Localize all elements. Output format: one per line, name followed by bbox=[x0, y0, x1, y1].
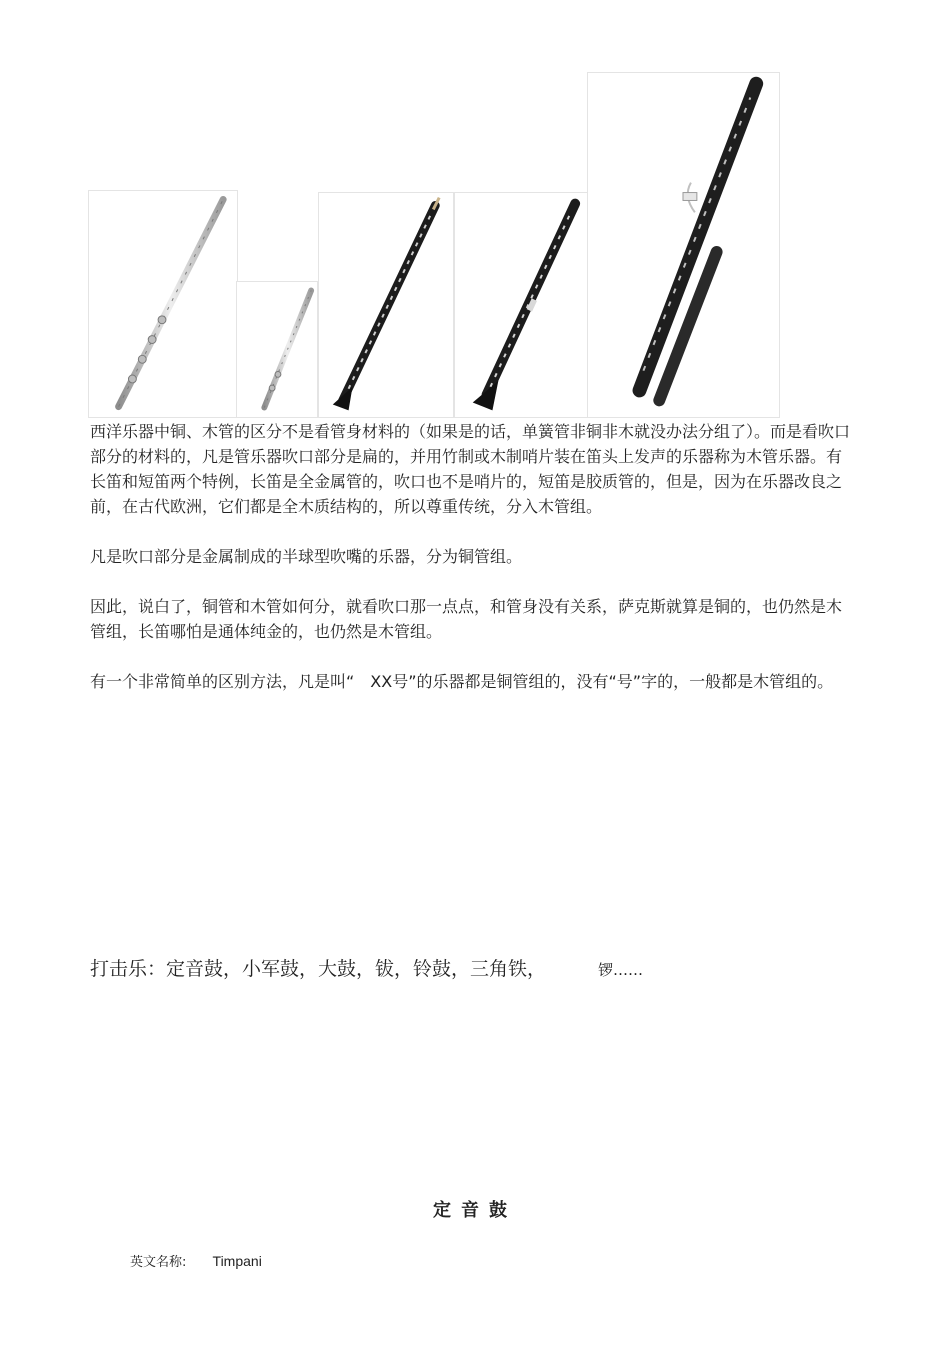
english-name-value: Timpani bbox=[212, 1253, 262, 1269]
flute-image bbox=[88, 190, 238, 418]
piccolo-image bbox=[236, 281, 318, 418]
percussion-list-trail: 锣…… bbox=[598, 961, 644, 979]
paragraph-woodwind-explanation: 西洋乐器中铜、木管的区分不是看管身材料的（如果是的话，单簧管非铜非木就没办法分组了）。而是看吹口部分的材料的，凡是管乐器吹口部分是扁的，并用竹制或木制哨片装在笛头上发声的乐器称为木管乐器。有长笛和短笛两个特例，长笛是全金属管的，吹口也不是哨片的，短笛是胶质管的，但是，因为在乐器改良之前，在古代欧洲，它们都是全木质结构的，所以尊重传统，分入木管组。 bbox=[90, 422, 851, 516]
bassoon-icon bbox=[588, 73, 779, 417]
paragraph-brass-definition: 凡是吹口部分是金属制成的半球型吹嘴的乐器，分为铜管组。 bbox=[90, 547, 523, 566]
oboe-image bbox=[318, 192, 454, 418]
paragraph-simple-rule: 有一个非常简单的区别方法，凡是叫“ XX号”的乐器都是铜管组的，没有“号”字的，一般都是木管组的。 bbox=[90, 672, 834, 691]
paragraph-summary: 因此，说白了，铜管和木管如何分，就看吹口那一点点，和管身没有关系，萨克斯就算是铜的，也仍然是木管组，长笛哪怕是通体纯金的，也仍然是木管组。 bbox=[90, 597, 843, 641]
english-name-row bbox=[130, 1251, 262, 1273]
english-name-label: 英文名称: bbox=[130, 1255, 187, 1270]
bassoon-image bbox=[587, 72, 780, 418]
piccolo-icon bbox=[237, 282, 317, 417]
clarinet-image bbox=[454, 192, 588, 418]
oboe-icon bbox=[319, 193, 453, 417]
percussion-list-text: 打击乐：定音鼓，小军鼓，大鼓，钹，铃鼓，三角铁， bbox=[90, 958, 547, 980]
percussion-list bbox=[90, 954, 643, 985]
section-title-timpani: 定音鼓 bbox=[433, 1200, 517, 1221]
flute-icon bbox=[89, 191, 237, 417]
clarinet-icon bbox=[455, 193, 587, 417]
